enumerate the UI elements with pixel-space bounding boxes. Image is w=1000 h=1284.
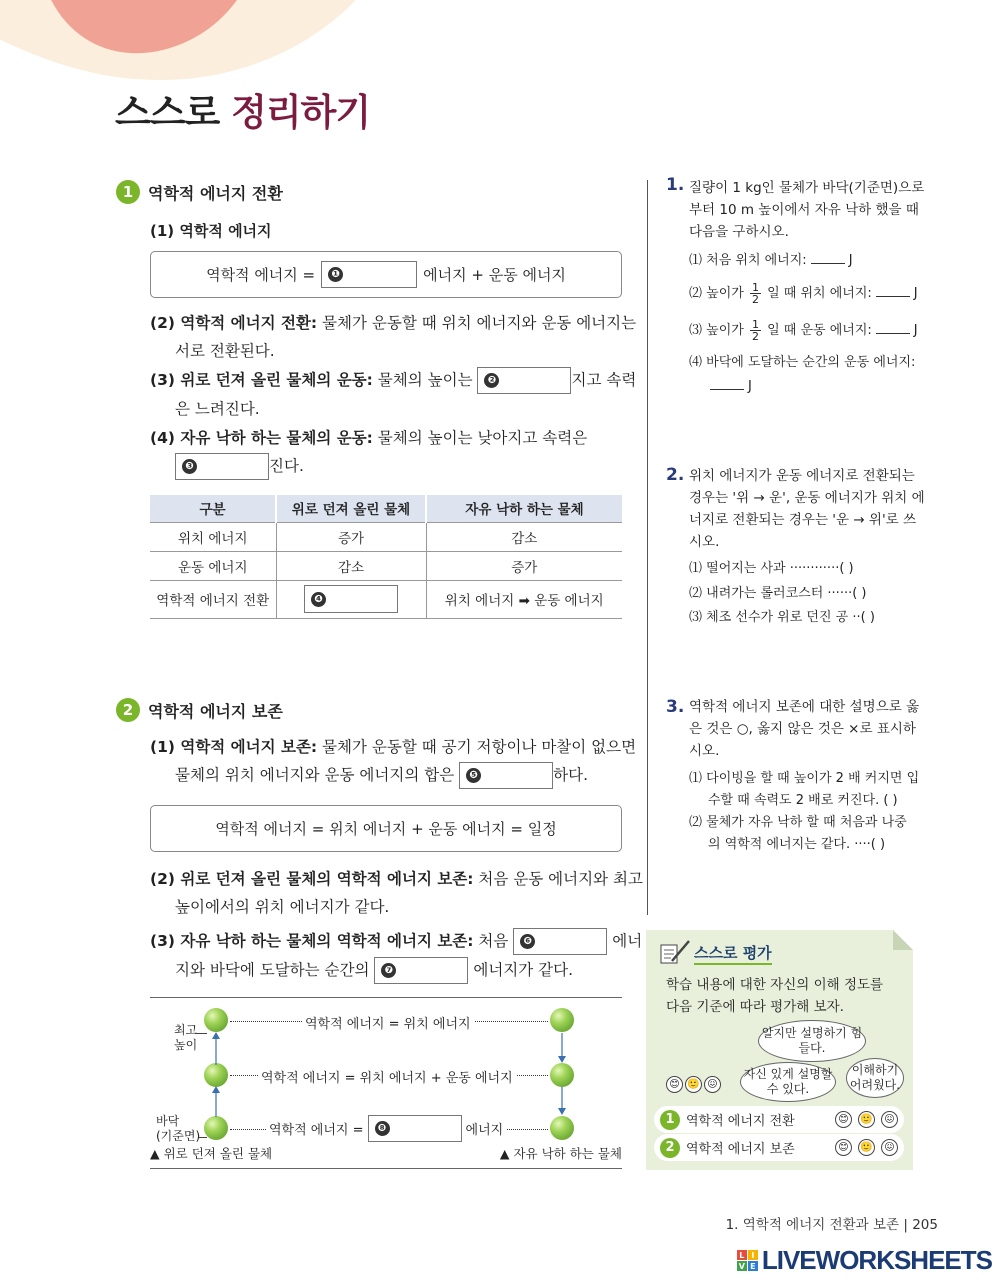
table-cell: 증가 [276,522,426,551]
section-1-item-2-cont: 서로 전환된다. [175,342,275,360]
q3-item-1[interactable]: ⑴ 다이빙을 할 때 높이가 2 배 커지면 입 [689,771,920,786]
self-eval-desc-line-2: 다음 기준에 따라 평가해 보자. [666,999,844,1015]
section-1-title: 역학적 에너지 전환 [148,183,283,203]
bubble-difficult: 이해하기 어려웠다. [846,1058,904,1098]
logo-letter: E [748,1261,758,1271]
q2-line-3: 너지로 전환되는 경우는 '운 → 위'로 쓰 [689,512,917,528]
s2-item-3-text-1: 처음 [473,932,509,950]
s2-item-3-label: (3) 자유 낙하 하는 물체의 역학적 에너지 보존: [150,932,474,950]
s2-item-3-text-2: 에너 [612,932,643,950]
table-header: 위로 던져 올린 물체 [276,495,426,522]
self-eval-description [666,974,883,1018]
section-1-item-4-cont [175,452,304,480]
ball-right-bottom [550,1116,574,1140]
eval-row-1-label: 역학적 에너지 전환 [686,1114,795,1129]
table-header: 자유 낙하 하는 물체 [426,495,622,522]
label-max-height-line-2: 높이 [174,1038,198,1052]
happy-face-icon[interactable]: 😊 [835,1111,852,1128]
s2-item-1-label: (1) 역학적 에너지 보존: [150,738,318,756]
question-1-number: 1. [666,175,685,195]
answer-marker-8: ❽ [375,1121,390,1136]
section-2-item-1 [150,733,636,761]
self-evaluation-panel [646,930,913,1170]
confused-face-icon[interactable]: 😖 [881,1139,898,1156]
answer-box-4[interactable] [304,585,398,613]
neutral-face-icon: 🙂 [685,1076,702,1093]
question-1-text [689,177,924,243]
diagram-row-3-left: 역학적 에너지 = [269,1123,364,1138]
table-row [150,580,622,618]
q1-item-2 [689,282,918,305]
decorative-header-blob [0,0,380,90]
answer-box-6[interactable] [513,928,607,955]
q1-item-1-blank[interactable] [811,263,845,264]
table-cell: 위치 에너지 ➡ 운동 에너지 [426,580,622,618]
q1-item-1 [689,250,853,272]
question-3-number: 3. [666,697,685,717]
label-ground-line-1: 바닥 [156,1114,180,1128]
formula-box-1 [150,251,622,298]
q3-item-2-cont[interactable]: 의 역학적 에너지는 같다. ····( ) [708,837,886,852]
answer-box-3[interactable] [175,453,269,480]
item-4-label: (4) 자유 낙하 하는 물체의 운동: [150,429,373,447]
q1-item-4: ⑷ 바닥에 도달하는 순간의 운동 에너지: [689,355,916,370]
q1-item-3-unit: J [913,323,918,338]
s2-item-2-label: (2) 위로 던져 올린 물체의 역학적 에너지 보존: [150,870,474,888]
table-cell: 역학적 에너지 전환 [150,580,276,618]
q1-item-2-fraction [750,282,761,305]
q3-line-1: 역학적 에너지 보존에 대한 설명으로 옳 [689,699,920,715]
answer-marker-2: ❷ [484,373,499,388]
down-arrows [554,1031,570,1119]
q1-item-3 [689,319,918,342]
eval-row-2-badge: 2 [660,1138,680,1158]
table-cell: 감소 [276,551,426,580]
formula-1-right: 에너지 + 운동 에너지 [423,266,566,284]
label-max-height-line-1: 최고 [174,1023,198,1037]
diagram-row-1-text: 역학적 에너지 = 위치 에너지 [302,1013,474,1032]
ball-right-top [550,1008,574,1032]
ground-tick [199,1137,207,1138]
page-fold-corner [893,930,913,950]
question-3-items [689,768,919,856]
q3-line-2: 은 것은 ○, 옳지 않은 것은 ×로 표시하 [689,721,916,737]
title-part-2: 정리하기 [231,90,371,134]
happy-face-icon: 😊 [666,1076,683,1093]
logo-letter: L [737,1250,747,1260]
q1-item-3-pre: ⑶ 높이가 [689,323,744,338]
table-cell [276,580,426,618]
q1-item-1-text: ⑴ 처음 위치 에너지: [689,253,807,268]
table-cell: 운동 에너지 [150,551,276,580]
label-ground [156,1114,200,1144]
fraction-numerator: 1 [751,318,759,331]
neutral-face-icon[interactable]: 🙂 [858,1111,875,1128]
caption-free-fall: ▲ 자유 낙하 하는 물체 [499,1146,622,1161]
table-row [150,522,622,551]
column-divider [647,180,648,915]
section-2-item-2 [150,865,643,893]
question-2-number: 2. [666,465,685,485]
table-header-row [150,495,622,522]
item-3-text-1: 물체의 높이는 [372,371,473,389]
title-part-1: 스스로 [115,91,232,134]
bubble-hard-to-explain: 알지만 설명하기 힘들다. [758,1020,866,1062]
diagram-top-rule [150,997,622,998]
answer-marker-4: ❹ [311,592,326,607]
table-cell: 증가 [426,551,622,580]
answer-marker-7: ❼ [381,963,396,978]
q1-line-1: 질량이 1 kg인 물체가 바닥(기준면)으로 [689,180,925,196]
formula-box-2: 역학적 에너지 = 위치 에너지 + 운동 에너지 = 일정 [150,805,622,852]
self-eval-desc-line-1: 학습 내용에 대한 자신의 이해 정도를 [666,977,884,993]
section-1-heading [116,180,283,204]
formula-1-left: 역학적 에너지 = [206,266,316,284]
label-max-height [174,1023,197,1053]
section-2-number-badge: 2 [116,698,140,722]
s2-item-2-text-1: 처음 운동 에너지와 최고 [473,870,643,888]
fraction-numerator: 1 [751,281,759,294]
caption-thrown-up: ▲ 위로 던져 올린 물체 [150,1146,273,1161]
s2-item-3-text-4: 에너지가 같다. [473,961,574,979]
brand-logo-icon [737,1250,758,1271]
section-1-item-3 [150,366,636,394]
question-2-text [689,465,925,553]
q1-item-4-unit: J [748,379,752,394]
table-header: 구분 [150,495,276,522]
q1-item-3-fraction [750,319,761,342]
s2-item-1-text-2: 물체의 위치 에너지와 운동 에너지의 합은 [175,766,455,784]
pencil-note-icon [658,938,692,966]
table-cell: 감소 [426,522,622,551]
liveworksheets-brand[interactable] [737,1245,992,1276]
q1-item-2-blank[interactable] [876,296,910,297]
q3-item-2[interactable]: ⑵ 물체가 자유 낙하 할 때 처음과 나중 [689,815,907,830]
q2-item-2[interactable]: ⑵ 내려가는 롤러코스터 ······( ) [689,585,867,601]
q1-line-2: 부터 10 m 높이에서 자유 낙하 했을 때 [689,202,919,218]
answer-marker-5: ❺ [466,768,481,783]
section-2-item-1-cont [175,761,588,789]
brand-name: LIVEWORKSHEETS [761,1245,992,1275]
eval-row-1 [654,1106,904,1133]
eval-row-1-badge: 1 [660,1110,680,1130]
section-1-sub1: (1) 역학적 에너지 [150,222,272,240]
section-2-item-2-cont: 높이에서의 위치 에너지가 같다. [175,898,390,916]
section-2-item-3-cont [175,956,573,984]
q2-line-2: 경우는 '위 → 운', 운동 에너지가 위치 에 [689,490,925,506]
q1-item-4-answer [706,376,752,398]
ball-left-bottom [204,1116,228,1140]
item-4-text-2: 진다. [269,457,304,475]
q3-line-3: 시오. [689,743,720,759]
page-title [115,82,370,136]
ball-left-top [204,1008,228,1032]
s2-item-1-text-3: 하다. [553,766,588,784]
confused-face-icon: 😖 [704,1076,721,1093]
q2-line-4: 시오. [689,534,720,550]
answer-box-7[interactable] [374,957,468,984]
question-3-text [689,696,919,762]
q2-line-1: 위치 에너지가 운동 에너지로 전환되는 [689,468,915,484]
answer-box-2[interactable] [477,367,571,394]
q1-item-1-unit: J [848,253,853,268]
answer-box-1[interactable] [321,261,417,288]
happy-face-icon[interactable]: 😊 [835,1139,852,1156]
q1-item-2-mid: 일 때 위치 에너지: [767,286,872,301]
question-2-items [689,557,875,631]
diagram-row-3-right: 에너지 [465,1123,504,1138]
answer-box-8[interactable] [368,1115,462,1142]
table-row [150,551,622,580]
answer-marker-1: ❶ [328,267,343,282]
up-arrows [208,1031,224,1119]
label-ground-line-2: (기준면) [156,1129,201,1143]
diagram-row-3 [266,1115,506,1142]
fraction-denominator: 2 [751,330,759,343]
diagram-bottom-rule [150,1168,622,1169]
item-2-label: (2) 역학적 에너지 전환: [150,314,318,332]
section-1-item-3-cont: 은 느려진다. [175,400,260,418]
comparison-table [150,495,622,619]
diagram-row-2-text: 역학적 에너지 = 위치 에너지 + 운동 에너지 [258,1067,516,1086]
section-2-item-3 [150,927,642,955]
q1-item-2-pre: ⑵ 높이가 [689,286,744,301]
section-2-title: 역학적 에너지 보존 [148,701,283,721]
item-2-text-1: 물체가 운동할 때 위치 에너지와 운동 에너지는 [317,314,637,332]
answer-marker-3: ❸ [182,459,197,474]
page-footer: 1. 역학적 에너지 전환과 보존 | 205 [725,1217,938,1233]
logo-letter: I [748,1250,758,1260]
item-3-label: (3) 위로 던져 올린 물체의 운동: [150,371,373,389]
q1-line-3: 다음을 구하시오. [689,224,789,240]
confused-face-icon[interactable]: 😖 [881,1111,898,1128]
item-4-text-1: 물체의 높이는 낮아지고 속력은 [372,429,588,447]
s2-item-3-text-3: 지와 바닥에 도달하는 순간의 [175,961,370,979]
legend-faces [666,1076,721,1093]
fraction-denominator: 2 [751,293,759,306]
section-1-item-2 [150,309,636,337]
q2-item-3[interactable]: ⑶ 체조 선수가 위로 던진 공 ··( ) [689,610,875,625]
eval-row-2-label: 역학적 에너지 보존 [686,1142,795,1157]
item-3-text-2: 지고 속력 [571,371,637,389]
q2-item-1[interactable]: ⑴ 떨어지는 사과 ············( ) [689,561,854,576]
section-1-number-badge: 1 [116,180,140,204]
bubble-confident: 자신 있게 설명할 수 있다. [740,1062,836,1102]
answer-marker-6: ❻ [520,934,535,949]
q1-item-3-mid: 일 때 운동 에너지: [767,323,872,338]
section-2-heading [116,698,283,722]
q3-item-1-cont[interactable]: 수할 때 속력도 2 배로 커진다. ( ) [708,793,898,808]
table-cell: 위치 에너지 [150,522,276,551]
s2-item-1-text-1: 물체가 운동할 때 공기 저항이나 마찰이 없으면 [317,738,637,756]
q1-item-2-unit: J [913,286,918,301]
section-1-item-4 [150,424,587,452]
eval-row-2 [654,1134,904,1161]
answer-box-5[interactable] [459,762,553,789]
neutral-face-icon[interactable]: 🙂 [858,1139,875,1156]
max-height-tick [195,1033,207,1034]
q1-item-4-blank[interactable] [710,389,744,390]
self-eval-title: 스스로 평가 [694,942,772,965]
q1-item-3-blank[interactable] [876,333,910,334]
logo-letter: V [738,1261,745,1271]
